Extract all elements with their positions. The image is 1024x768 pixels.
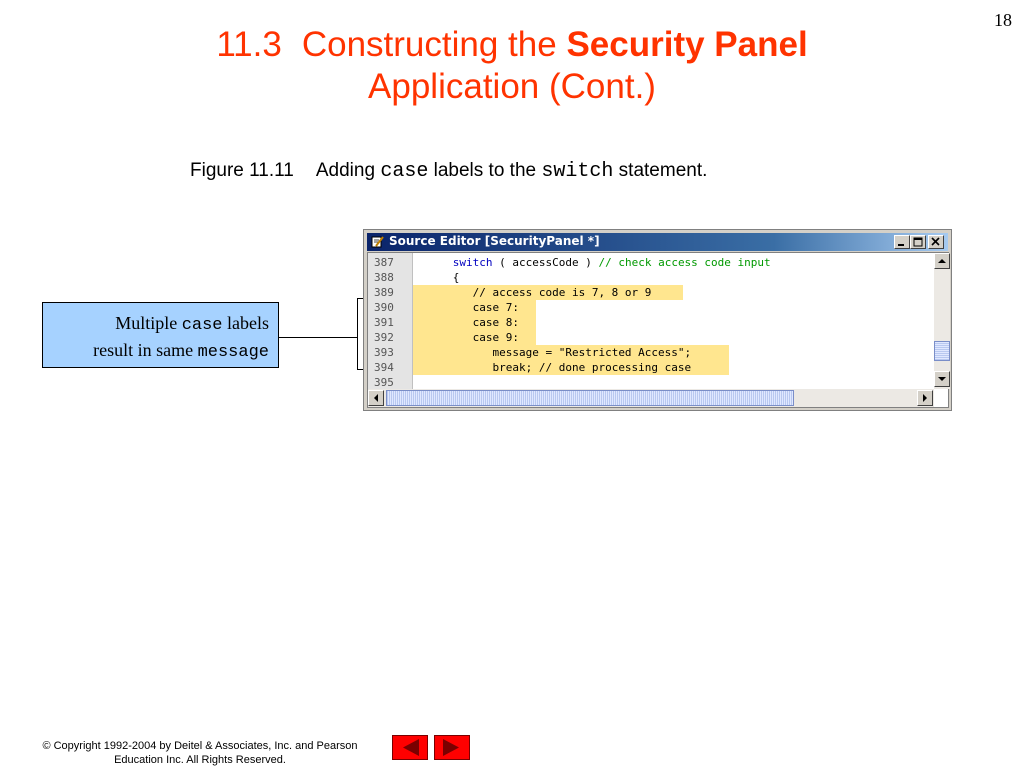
title-line-2: Application (Cont.) [368,67,656,106]
caption-figure: Figure 11.11 [190,160,294,181]
close-button[interactable] [928,235,944,249]
code-indent [413,331,473,344]
caption-text-1: Adding [315,160,376,181]
code-text: case 7: [472,301,519,314]
title-pre: Constructing the [301,25,557,64]
horizontal-scroll-thumb[interactable] [386,390,794,406]
code-line [413,360,934,375]
callout-connector-line [279,337,357,338]
scroll-up-button[interactable] [934,253,950,269]
line-number-gutter [368,253,413,389]
callout-line-1 [43,311,269,338]
code-keyword: switch [452,256,493,269]
copyright-line-1: © Copyright 1992-2004 by Deitel & Associates, Inc. and Pearson [42,740,358,752]
line-number: 393 [374,346,394,359]
line-number: 394 [374,361,394,374]
maximize-button[interactable] [910,235,926,249]
callout-box [42,302,279,368]
code-line [413,315,934,330]
previous-slide-button[interactable] [392,735,428,760]
arrow-right-icon [435,736,469,759]
callout-code-message: message [197,343,269,362]
copyright-notice [16,739,384,767]
code-text: message = "Restricted Access"; [492,346,692,359]
caption-code-case: case [380,160,429,183]
code-text: ( accessCode ) [492,256,599,269]
scroll-right-button[interactable] [917,390,933,406]
code-text: { [452,271,460,284]
code-line [413,375,934,390]
code-line [413,255,934,270]
scroll-left-button[interactable] [368,390,384,406]
next-slide-button[interactable] [434,735,470,760]
line-number: 392 [374,331,394,344]
line-number: 387 [374,256,394,269]
code-indent [413,316,473,329]
edit-document-icon [371,235,384,248]
callout-text-3: result in same [93,340,194,360]
maximize-icon [911,236,925,248]
figure-caption [190,160,707,183]
code-line [413,285,934,300]
code-text: break; // done processing case [492,361,692,374]
caption-code-switch: switch [541,160,614,183]
scroll-down-button[interactable] [934,371,950,387]
code-line [413,345,934,360]
code-indent [413,256,453,269]
arrow-left-icon [393,736,427,759]
code-text: // access code is 7, 8 or 9 [472,286,652,299]
code-editor[interactable] [367,252,949,408]
window-titlebar[interactable] [367,233,948,251]
line-number: 390 [374,301,394,314]
callout-line-2 [43,338,269,365]
callout-code-case: case [181,316,223,335]
triangle-right-icon [918,391,932,405]
line-number: 391 [374,316,394,329]
page-number: 18 [994,10,1012,30]
triangle-left-icon [369,391,383,405]
code-indent [413,271,453,284]
code-indent [413,301,473,314]
window-title: Source Editor [SecurityPanel *] [389,234,600,248]
minimize-icon [895,236,909,248]
horizontal-scrollbar[interactable] [368,389,934,407]
code-area[interactable] [413,253,934,389]
code-line [413,330,934,345]
close-icon [929,236,943,248]
vertical-scrollbar[interactable] [934,253,950,389]
code-text: case 9: [472,331,519,344]
line-number: 388 [374,271,394,284]
copyright-line-2: Education Inc. All Rights Reserved. [114,754,286,766]
vertical-scroll-thumb[interactable] [934,341,950,361]
slide-title [0,24,1024,108]
title-number: 11.3 [216,25,282,64]
title-line-1 [0,24,1024,66]
triangle-down-icon [935,372,949,386]
code-indent [413,361,492,374]
code-text: case 8: [472,316,519,329]
code-indent [413,346,492,359]
code-line [413,300,934,315]
line-number: 389 [374,286,394,299]
callout-text-2: labels [227,313,269,333]
source-editor-window [363,229,952,411]
title-bold: Security Panel [566,25,808,64]
triangle-up-icon [935,254,949,268]
code-line [413,270,934,285]
code-comment: // check access code input [598,256,771,269]
line-number: 395 [374,376,394,389]
caption-text-2: labels to the [433,160,537,181]
callout-text-1: Multiple [115,313,178,333]
minimize-button[interactable] [894,235,910,249]
caption-text-3: statement. [618,160,708,181]
code-indent [413,286,473,299]
